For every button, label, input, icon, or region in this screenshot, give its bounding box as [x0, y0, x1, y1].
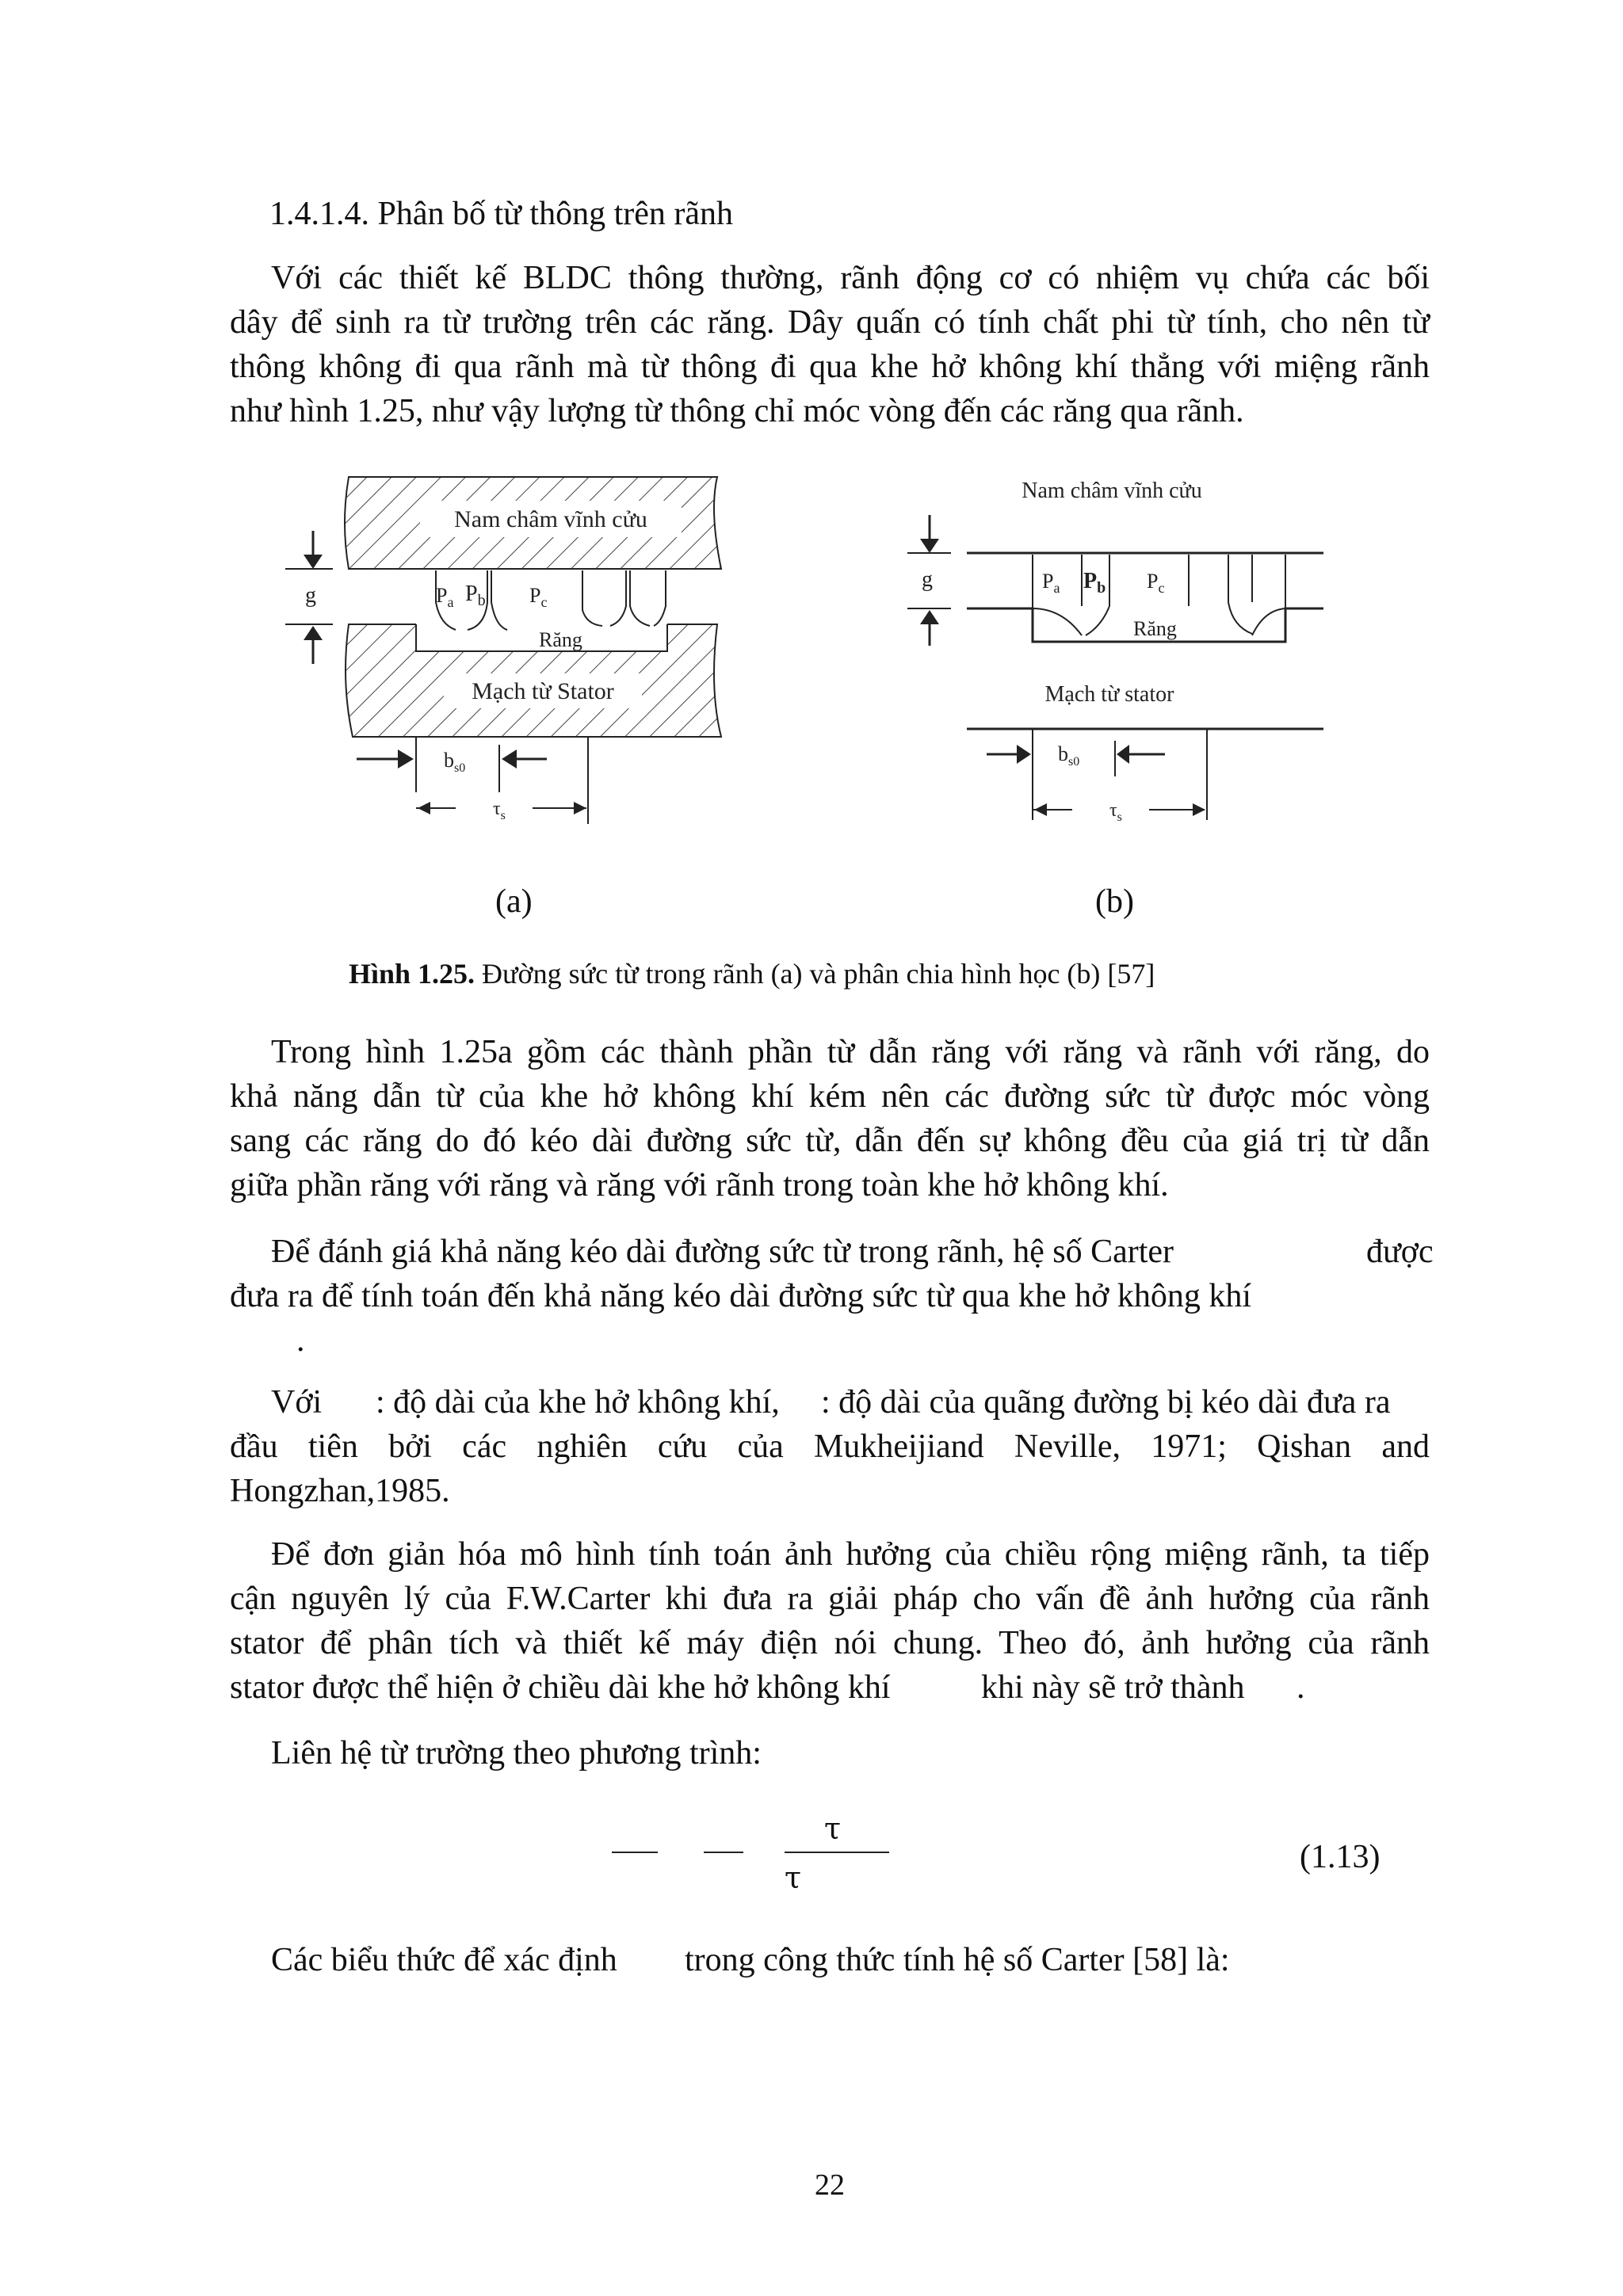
figure-caption: [349, 957, 1155, 990]
section-heading: 1.4.1.4. Phân bố từ thông trên rãnh: [269, 196, 734, 232]
bs0-label: $b_{s0}$: [1058, 742, 1080, 769]
paragraph-line: cận nguyên lý của F.W.Carter khi đưa ra giải pháp cho vấn đề ảnh hưởng của rãnh: [230, 1581, 1430, 1617]
page-number: 22: [815, 2168, 845, 2202]
paragraph-line: như hình 1.25, như vậy lượng từ thông chỉ móc vòng đến các răng qua rãnh.: [230, 393, 1244, 429]
para7-b: trong công thức tính hệ số Carter [58] là:: [685, 1942, 1230, 1978]
fraction-bar: [785, 1852, 889, 1853]
para3-line3: .: [296, 1322, 305, 1359]
para3-line1-end: được: [1366, 1234, 1434, 1270]
flux-arc: [1252, 608, 1285, 635]
para4-line1-c: : độ dài của quãng đường bị kéo dài đưa ra: [821, 1384, 1391, 1421]
pb-label: $P_b$: [1083, 569, 1106, 597]
paragraph-5: [230, 1532, 1430, 1665]
paragraph-line: đầu tiên bởi các nghiên cứu của Mukheijiand Neville, 1971; Qishan and: [230, 1428, 1430, 1465]
magnet-label: Nam châm vĩnh cửu: [1022, 479, 1202, 503]
flux-arc: [1086, 606, 1109, 635]
para7-a: Các biểu thức để xác định: [271, 1942, 617, 1978]
stator-label: Mạch từ stator: [1044, 682, 1174, 707]
paragraph-line: Trong hình 1.25a gồm các thành phần từ dẫn răng với răng và rãnh với răng, do: [271, 1034, 1430, 1070]
paragraph-line: stator để phân tích và thiết kế máy điện nói chung. Theo đó, ảnh hưởng của rãnh: [230, 1625, 1430, 1661]
figure-b-geometric-division-diagram: [892, 467, 1335, 832]
paragraph-line: thông không đi qua rãnh mà từ thông đi qua khe hở không khí thẳng với miệng rãnh: [230, 349, 1430, 385]
figure-caption-number: Hình 1.25.: [349, 958, 475, 990]
para3-line1-start: Để đánh giá khả năng kéo dài đường sức từ trong rãnh, hệ số Carter: [271, 1234, 1174, 1270]
figure-caption-text: Đường sức từ trong rãnh (a) và phân chia hình học (b) [57]: [475, 958, 1155, 990]
para3-line2: đưa ra để tính toán đến khả năng kéo dài đường sức từ qua khe hở không khí: [230, 1278, 1252, 1314]
figure-b-label: (b): [1095, 883, 1134, 920]
paragraph-line: giữa phần răng với răng và răng với rãnh trong toàn khe hở không khí.: [230, 1167, 1169, 1203]
para5-last-c: .: [1296, 1669, 1305, 1706]
para4-continuation: [230, 1425, 1430, 1513]
equation-1-13: [602, 1806, 919, 1901]
para5-last-b: khi này sẽ trở thành: [981, 1669, 1245, 1706]
taus-label: $\tau_s$: [1109, 800, 1122, 824]
gap-g-label: g: [922, 567, 933, 592]
pc-label: $P_c$: [1147, 570, 1165, 596]
paragraph-line: sang các răng do đó kéo dài đường sức từ, dẫn đến sự không đều của giá trị từ dẫn: [230, 1123, 1430, 1159]
paragraph-line: Để đơn giản hóa mô hình tính toán ảnh hưởng của chiều rộng miệng rãnh, ta tiếp: [271, 1536, 1430, 1573]
tau-numerator: τ: [824, 1811, 842, 1846]
fraction-bar: [612, 1852, 658, 1853]
pc-label: $P_c$: [529, 584, 548, 610]
para4-line1-a: Với: [271, 1384, 323, 1421]
paragraph-line: Hongzhan,1985.: [230, 1473, 450, 1509]
paragraph-line: Với các thiết kế BLDC thông thường, rãnh động cơ có nhiệm vụ chứa các bối: [271, 260, 1430, 296]
pa-label: $P_a$: [436, 584, 454, 610]
figure-a-label: (a): [495, 883, 533, 920]
flux-arc: [1033, 608, 1082, 635]
taus-label: $\tau_s$: [493, 799, 506, 822]
equation-number: (1.13): [1300, 1839, 1381, 1875]
paragraph-line: khả năng dẫn từ của khe hở không khí kém nên các đường sức từ được móc vòng: [230, 1078, 1430, 1115]
paragraph-2: [230, 1030, 1430, 1207]
flux-arc: [1228, 602, 1252, 634]
para4-line1-b: : độ dài của khe hở không khí,: [376, 1384, 780, 1421]
bs0-label: $b_{s0}$: [444, 749, 466, 775]
tooth-label: Răng: [1133, 617, 1177, 640]
magnet-label: Nam châm vĩnh cửu: [454, 506, 647, 532]
tau-denominator: τ: [785, 1860, 802, 1895]
stator-label: Mạch từ Stator: [472, 678, 614, 704]
tooth-label: Răng: [539, 628, 582, 651]
figure-a-slot-flux-diagram: [277, 467, 737, 832]
pb-label: $P_b$: [465, 582, 486, 609]
para6: Liên hệ từ trường theo phương trình:: [271, 1735, 762, 1772]
fraction-bar: [704, 1852, 743, 1853]
paragraph-1: [230, 256, 1430, 433]
para5-last-a: stator được thể hiện ở chiều dài khe hở không khí: [230, 1669, 891, 1706]
paragraph-line: dây để sinh ra từ trường trên các răng. Dây quấn có tính chất phi từ tính, cho nên từ: [230, 304, 1430, 341]
pa-label: $P_a$: [1042, 570, 1060, 596]
gap-g-label: g: [305, 583, 316, 608]
